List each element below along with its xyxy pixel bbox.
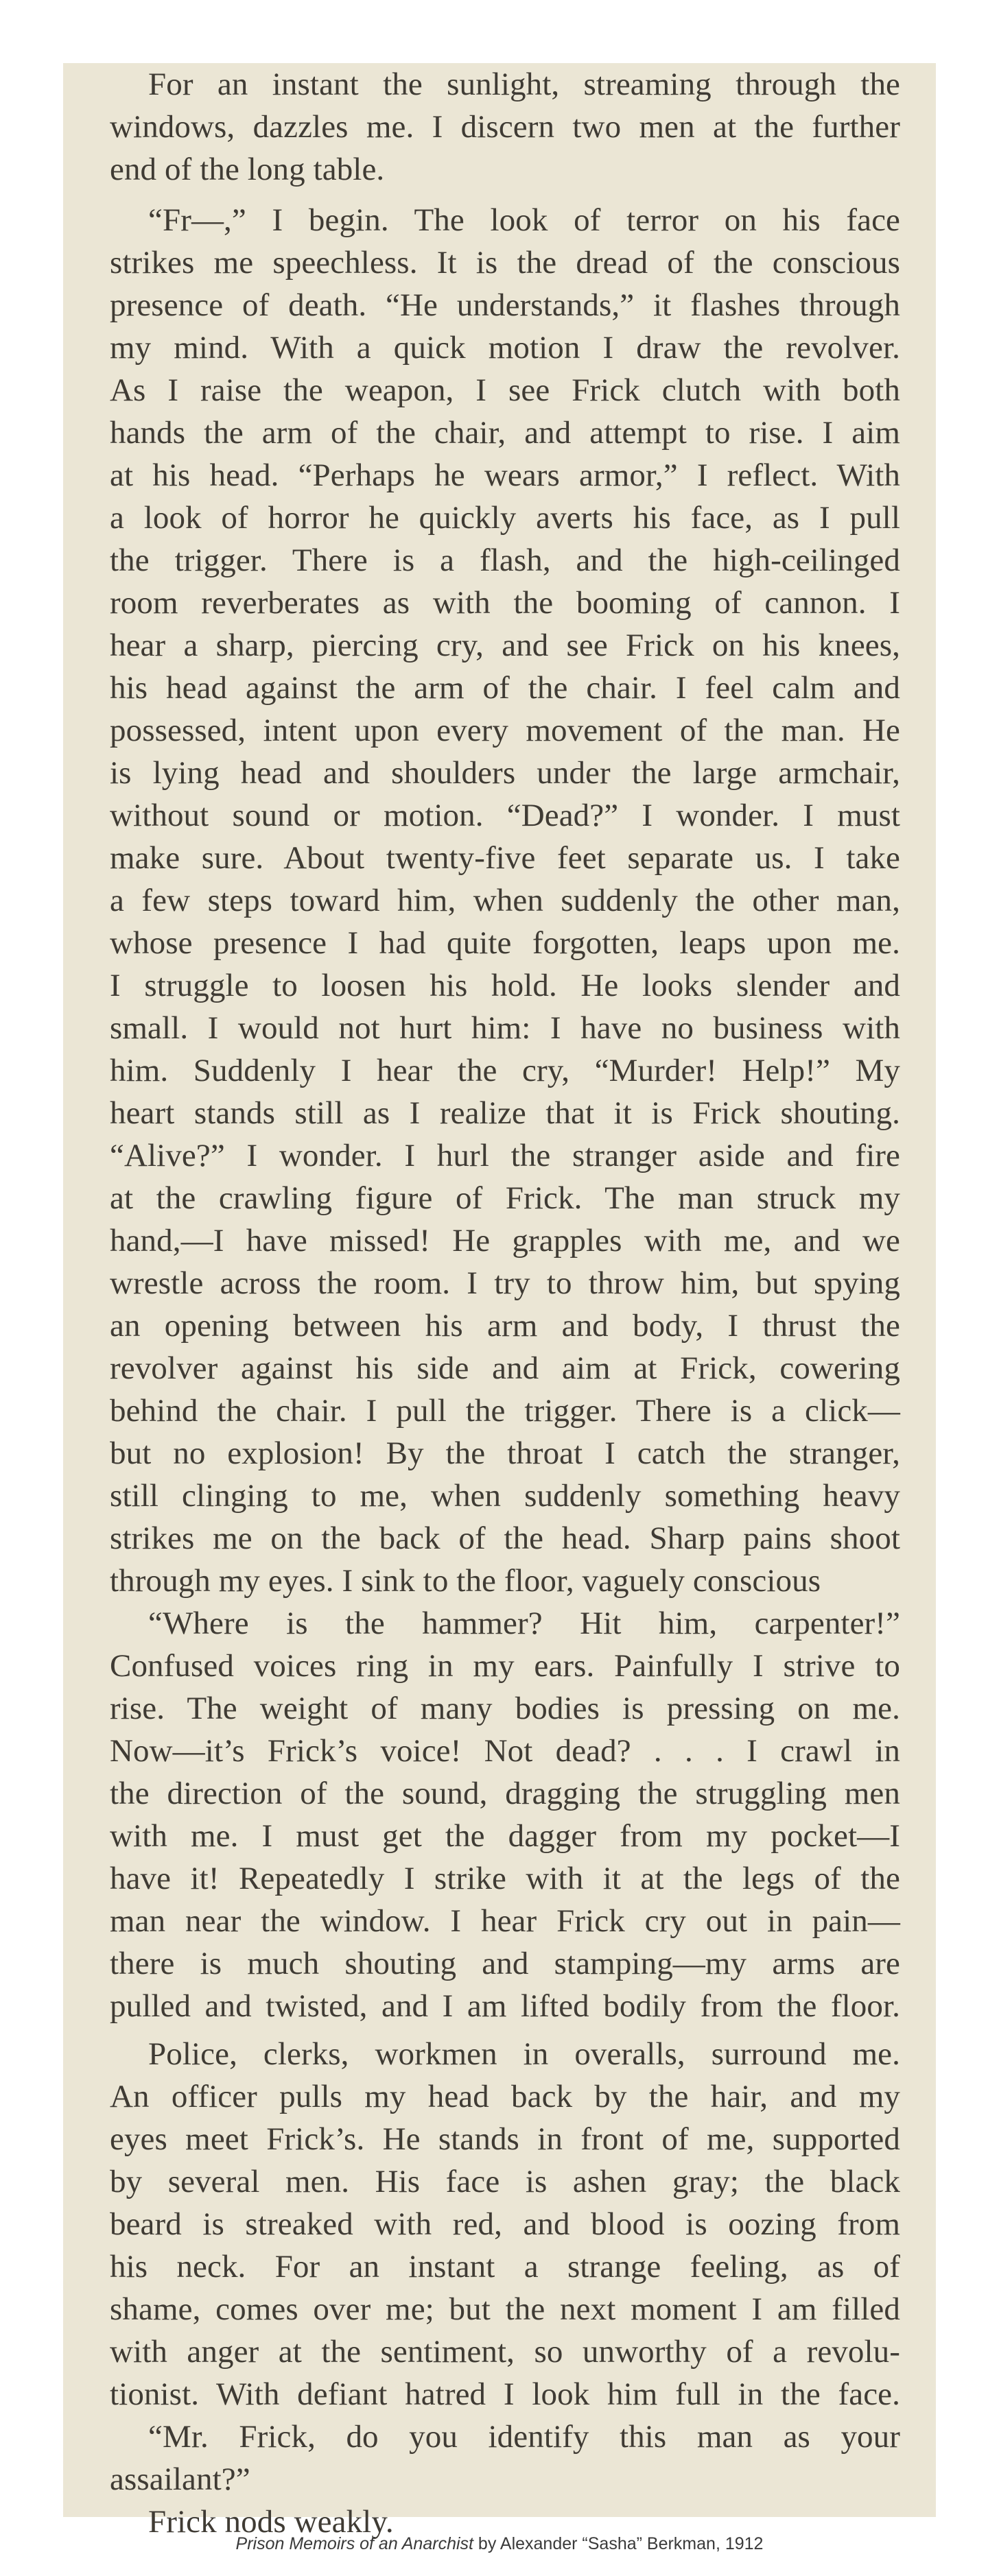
book-page — [63, 63, 936, 2540]
text-line: heart stands still as I realize that it is Frick shouting. — [110, 1095, 900, 1131]
text-line: hands the arm of the chair, and attempt to rise. I aim — [110, 415, 900, 451]
text-line: without sound or motion. “Dead?” I wonder. I must — [110, 798, 900, 833]
text-line: with anger at the sentiment, so unworthy of a revolu- — [110, 2334, 900, 2370]
text-line: the trigger. There is a flash, and the high-ceilinged — [110, 542, 900, 578]
text-line: man near the window. I hear Frick cry out in pain— — [110, 1903, 900, 1939]
text-line: “Where is the hammer? Hit him, carpenter!” — [148, 1606, 900, 1641]
text-line: at the crawling figure of Frick. The man struck my — [110, 1180, 900, 1216]
text-line: a look of horror he quickly averts his face, as I pull — [110, 500, 900, 536]
text-line: beard is streaked with red, and blood is oozing from — [110, 2206, 900, 2242]
text-line: his head against the arm of the chair. I feel calm and — [110, 670, 900, 706]
text-line: his neck. For an instant a strange feeling, as of — [110, 2249, 900, 2285]
text-line: strikes me on the back of the head. Sharp pains shoot — [110, 1520, 900, 1556]
text-line: shame, comes over me; but the next moment I am filled — [110, 2291, 900, 2327]
text-line: make sure. About twenty-five feet separate us. I take — [110, 840, 900, 876]
text-line: still clinging to me, when suddenly something heavy — [110, 1478, 900, 1514]
text-line: Police, clerks, workmen in overalls, surround me. — [148, 2036, 900, 2072]
text-line: at his head. “Perhaps he wears armor,” I reflect. With — [110, 457, 900, 493]
text-line: through my eyes. I sink to the floor, vaguely conscious — [110, 1563, 821, 1599]
text-line: my mind. With a quick motion I draw the revolver. — [110, 330, 900, 366]
text-line: end of the long table. — [110, 152, 385, 187]
text-line: pulled and twisted, and I am lifted bodily from the floor. — [110, 1988, 900, 2024]
text-line: Confused voices ring in my ears. Painfully I strive to — [110, 1648, 900, 1684]
text-line: presence of death. “He understands,” it flashes through — [110, 287, 900, 323]
text-line: whose presence I had quite forgotten, leaps upon me. — [110, 925, 900, 961]
text-line: “Fr—,” I begin. The look of terror on his face — [148, 202, 900, 238]
text-line: with me. I must get the dagger from my pocket—I — [110, 1818, 900, 1854]
text-line: hear a sharp, piercing cry, and see Frick on his knees, — [110, 628, 900, 663]
image-caption — [0, 2530, 999, 2557]
text-line: rise. The weight of many bodies is pressing on me. — [110, 1691, 900, 1726]
text-line: Frick nods weakly. — [148, 2504, 394, 2540]
text-line: by several men. His face is ashen gray; the black — [110, 2164, 900, 2199]
text-line: windows, dazzles me. I discern two men at the further — [110, 109, 900, 145]
text-line: but no explosion! By the throat I catch the stranger, — [110, 1435, 900, 1471]
text-line: assailant?” — [110, 2461, 250, 2497]
text-line: eyes meet Frick’s. He stands in front of me, supported — [110, 2121, 900, 2157]
text-line: room reverberates as with the booming of cannon. I — [110, 585, 900, 621]
text-line: wrestle across the room. I try to throw him, but spying — [110, 1265, 900, 1301]
text-line: revolver against his side and aim at Frick, cowering — [110, 1350, 900, 1386]
text-line: is lying head and shoulders under the large armchair, — [110, 755, 900, 791]
text-line: him. Suddenly I hear the cry, “Murder! Help!” My — [110, 1053, 900, 1088]
caption-book-title: Prison Memoirs of an Anarchist — [235, 2534, 473, 2553]
text-line: Now—it’s Frick’s voice! Not dead? . . . I crawl in — [110, 1733, 900, 1769]
text-line: As I raise the weapon, I see Frick clutch with both — [110, 372, 900, 408]
text-line: possessed, intent upon every movement of the man. He — [110, 713, 900, 748]
text-line: have it! Repeatedly I strike with it at the legs of the — [110, 1861, 900, 1896]
text-line: I struggle to loosen his hold. He looks slender and — [110, 968, 900, 1003]
text-line: An officer pulls my head back by the hair, and my — [110, 2079, 900, 2114]
text-line: a few steps toward him, when suddenly the other man, — [110, 883, 900, 918]
text-line: small. I would not hurt him: I have no business with — [110, 1010, 900, 1046]
text-line: tionist. With defiant hatred I look him full in the face. — [110, 2376, 900, 2412]
text-line: For an instant the sunlight, streaming through the — [148, 67, 900, 102]
text-line: “Mr. Frick, do you identify this man as your — [148, 2419, 900, 2455]
text-line: “Alive?” I wonder. I hurl the stranger aside and fire — [110, 1138, 900, 1173]
caption-author-year: by Alexander “Sasha” Berkman, 1912 — [473, 2534, 764, 2553]
text-line: an opening between his arm and body, I thrust the — [110, 1308, 900, 1344]
text-line: hand,—I have missed! He grapples with me, and we — [110, 1223, 900, 1259]
text-line: there is much shouting and stamping—my arms are — [110, 1946, 900, 1981]
text-line: the direction of the sound, dragging the struggling men — [110, 1776, 900, 1811]
text-line: strikes me speechless. It is the dread of the conscious — [110, 245, 900, 281]
text-line: behind the chair. I pull the trigger. There is a click— — [110, 1393, 900, 1429]
